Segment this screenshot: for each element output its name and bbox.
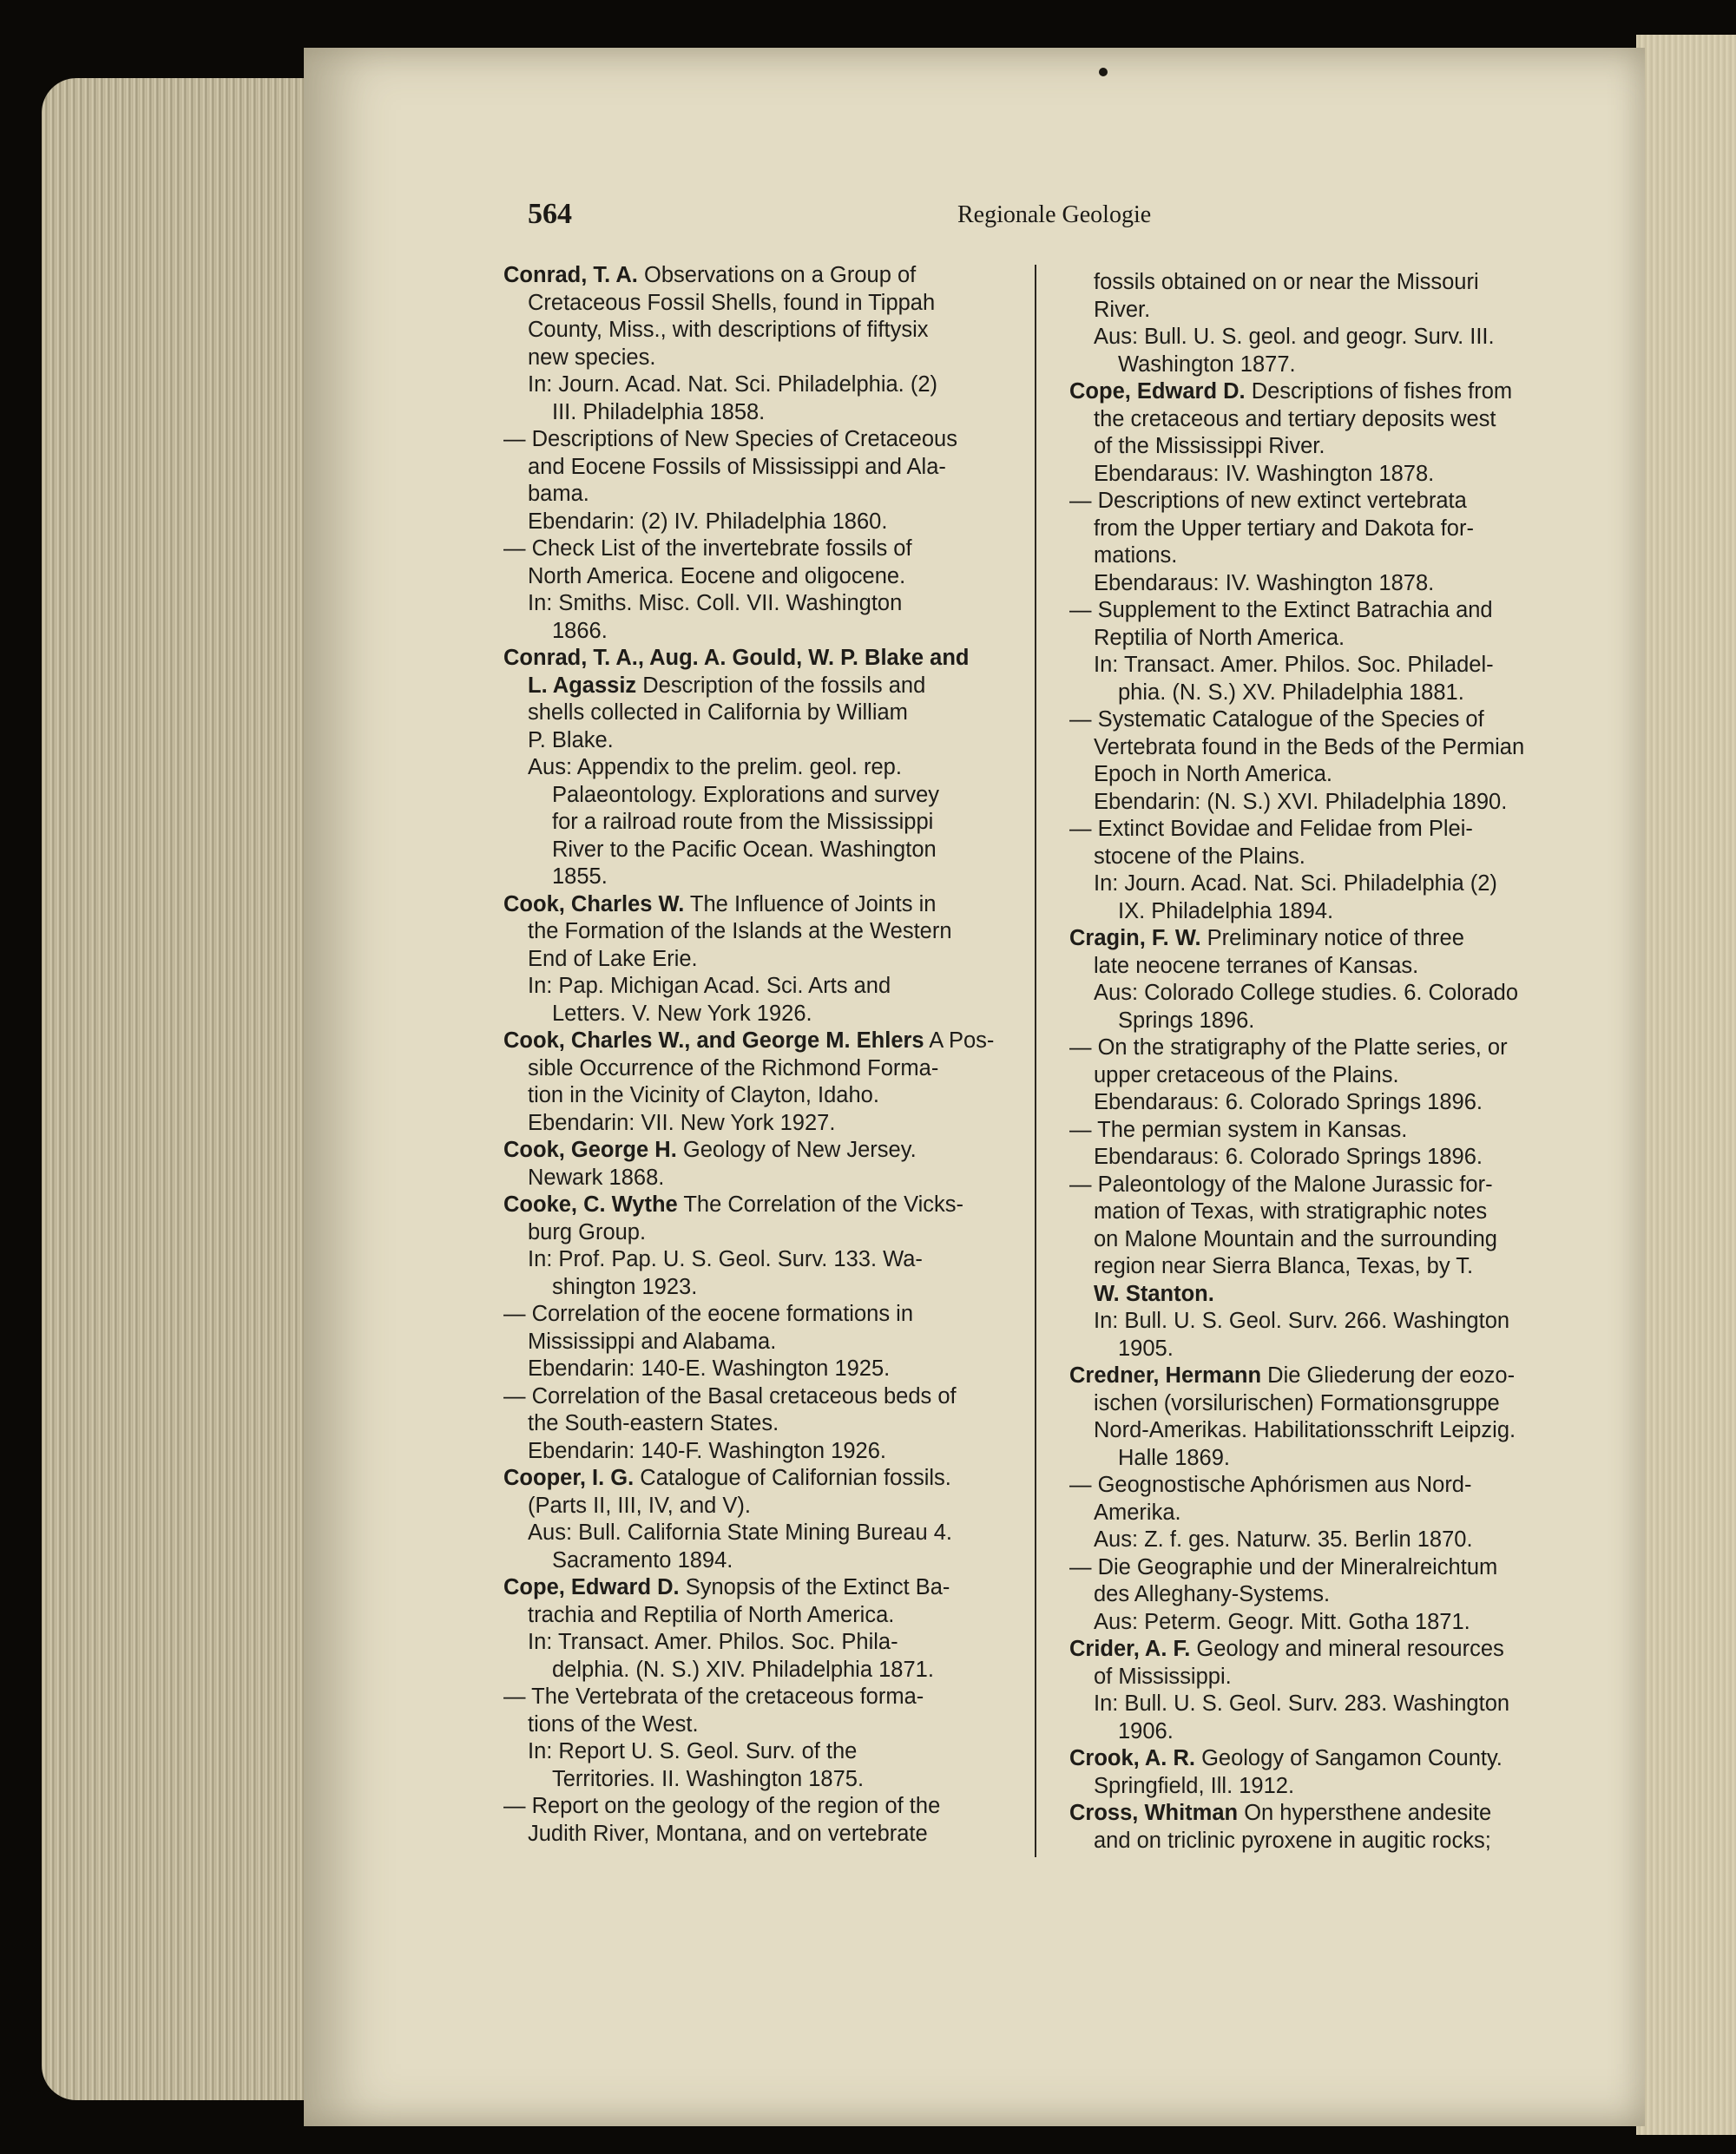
citation-text: Judith River, Montana, and on vertebrate <box>528 1821 928 1846</box>
citation-text: Ebendarin: (N. S.) XVI. Philadelphia 1890. <box>1094 789 1508 814</box>
citation-text: late neocene terranes of Kansas. <box>1094 953 1419 978</box>
bibliography-line <box>503 317 1024 345</box>
bibliography-line <box>1069 1664 1583 1691</box>
left-column <box>503 262 1024 1848</box>
citation-text: des Alleghany-Systems. <box>1094 1582 1331 1606</box>
bibliography-line <box>503 1438 1024 1466</box>
citation-text: The Correlation of the Vicks- <box>677 1192 964 1217</box>
citation-text: Aus: Z. f. ges. Naturw. 35. Berlin 1870. <box>1094 1527 1473 1552</box>
bibliography-line <box>503 563 1024 591</box>
page-spot <box>1099 68 1108 76</box>
citation-text: Palaeontology. Explorations and survey <box>552 782 940 807</box>
citation-text: Sacramento 1894. <box>552 1547 733 1573</box>
bibliography-line <box>1069 1363 1583 1390</box>
bibliography-line <box>503 1356 1024 1383</box>
bibliography-line <box>1069 488 1583 516</box>
author-name: Cook, Charles W., and George M. Ehlers <box>503 1028 924 1053</box>
author-name: Cook, Charles W. <box>503 891 685 916</box>
citation-text: Washington 1877. <box>1118 351 1296 377</box>
citation-text: Synopsis of the Extinct Ba- <box>679 1575 950 1599</box>
bibliography-line <box>503 1082 1024 1110</box>
bibliography-line <box>1069 269 1583 297</box>
bibliography-line <box>1069 542 1583 570</box>
citation-text: In: Prof. Pap. U. S. Geol. Surv. 133. Wa- <box>528 1247 923 1271</box>
bibliography-line <box>503 1793 1024 1821</box>
citation-text: on Malone Mountain and the surrounding <box>1094 1226 1497 1251</box>
bibliography-line <box>503 1192 1024 1219</box>
citation-text: River. <box>1094 297 1151 322</box>
bibliography-line <box>503 782 1024 810</box>
citation-text: Ebendaraus: 6. Colorado Springs 1896. <box>1094 1145 1483 1169</box>
bibliography-line <box>503 1110 1024 1138</box>
bibliography-line <box>503 699 1024 727</box>
bibliography-line <box>503 1246 1024 1274</box>
bibliography-line <box>1069 1718 1583 1746</box>
citation-text: upper cretaceous of the Plains. <box>1094 1062 1399 1087</box>
citation-text: — Die Geographie und der Mineralreichtum <box>1069 1554 1498 1579</box>
citation-text: River to the Pacific Ocean. Washington <box>552 837 937 862</box>
author-name: L. Agassiz <box>528 673 637 698</box>
citation-text: A Pos- <box>924 1028 995 1053</box>
bibliography-line <box>1069 1034 1583 1062</box>
bibliography-line <box>1069 1089 1583 1117</box>
bibliography-line <box>1069 1281 1583 1309</box>
citation-text: IX. Philadelphia 1894. <box>1118 898 1334 923</box>
bibliography-line <box>1069 1445 1583 1473</box>
bibliography-line <box>503 262 1024 290</box>
citation-text: the Formation of the Islands at the Western <box>528 919 952 943</box>
bibliography-line <box>503 535 1024 563</box>
bibliography-line <box>1069 1308 1583 1336</box>
bibliography-line <box>503 290 1024 318</box>
citation-text: Ebendaraus: IV. Washington 1878. <box>1094 461 1435 486</box>
bibliography-line <box>503 946 1024 974</box>
bibliography-line <box>503 645 1024 673</box>
bibliography-line <box>503 454 1024 482</box>
bibliography-line <box>503 1493 1024 1520</box>
citation-text: In: Transact. Amer. Philos. Soc. Phila- <box>528 1630 898 1654</box>
bibliography-line <box>503 1329 1024 1356</box>
bibliography-line <box>503 1657 1024 1684</box>
citation-text: for a railroad route from the Mississippi <box>552 810 934 834</box>
bibliography-line <box>503 1001 1024 1028</box>
bibliography-line <box>503 1738 1024 1766</box>
citation-text: Vertebrata found in the Beds of the Permian <box>1094 734 1525 759</box>
citation-text: delphia. (N. S.) XIV. Philadelphia 1871. <box>552 1657 934 1682</box>
bibliography-line <box>1069 1691 1583 1718</box>
bibliography-line <box>503 1602 1024 1630</box>
citation-text: Cretaceous Fossil Shells, found in Tippah <box>528 290 936 315</box>
citation-text: 1905. <box>1118 1336 1174 1361</box>
citation-text: of the Mississippi River. <box>1094 434 1325 458</box>
citation-text: Springs 1896. <box>1118 1008 1255 1033</box>
bibliography-line <box>1069 1581 1583 1609</box>
bibliography-line <box>503 1028 1024 1055</box>
citation-text: Aus: Appendix to the prelim. geol. rep. <box>528 755 902 779</box>
bibliography-line <box>503 1547 1024 1575</box>
author-name: W. Stanton. <box>1094 1281 1214 1306</box>
bibliography-line <box>503 399 1024 427</box>
citation-text: — The permian system in Kansas. <box>1069 1117 1408 1142</box>
bibliography-line <box>1069 1253 1583 1281</box>
citation-text: phia. (N. S.) XV. Philadelphia 1881. <box>1118 680 1464 705</box>
citation-text: Newark 1868. <box>528 1165 665 1190</box>
citation-text: The Influence of Joints in <box>684 891 937 916</box>
citation-text: In: Bull. U. S. Geol. Surv. 283. Washington <box>1094 1691 1510 1716</box>
citation-text: In: Journ. Acad. Nat. Sci. Philadelphia (2) <box>1094 871 1497 896</box>
bibliography-line <box>503 673 1024 700</box>
citation-text: Ebendarin: (2) IV. Philadelphia 1860. <box>528 509 888 534</box>
citation-text: III. Philadelphia 1858. <box>552 399 766 424</box>
bibliography-line <box>1069 844 1583 871</box>
author-name: Cross, Whitman <box>1069 1801 1239 1825</box>
page-number: 564 <box>528 198 572 230</box>
citation-text: P. Blake. <box>528 727 614 752</box>
citation-text: End of Lake Erie. <box>528 946 698 971</box>
bibliography-line <box>1069 1336 1583 1363</box>
bibliography-line <box>503 727 1024 755</box>
bibliography-line <box>1069 351 1583 379</box>
citation-text: from the Upper tertiary and Dakota for- <box>1094 516 1474 541</box>
citation-text: County, Miss., with descriptions of fiftysix <box>528 318 929 342</box>
citation-text: Aus: Bull. California State Mining Bureau 4. <box>528 1520 953 1545</box>
citation-text: In: Pap. Michigan Acad. Sci. Arts and <box>528 974 891 998</box>
bibliography-line <box>1069 1198 1583 1226</box>
bibliography-line <box>1069 516 1583 543</box>
citation-text: Geology of New Jersey. <box>676 1138 917 1162</box>
bibliography-line <box>1069 1636 1583 1664</box>
bibliography-line <box>503 754 1024 782</box>
bibliography-line <box>1069 570 1583 598</box>
bibliography-line <box>503 426 1024 454</box>
citation-text: Catalogue of Californian fossils. <box>634 1466 951 1490</box>
author-name: Conrad, T. A. <box>503 263 638 287</box>
citation-text: Geology of Sangamon County. <box>1194 1746 1503 1770</box>
bibliography-line <box>1069 980 1583 1008</box>
citation-text: and on triclinic pyroxene in augitic rocks; <box>1094 1828 1491 1853</box>
bibliography-line <box>1069 652 1583 680</box>
citation-text: bama. <box>528 482 589 506</box>
bibliography-line <box>503 1766 1024 1794</box>
bibliography-line <box>503 1301 1024 1329</box>
running-title: Regionale Geologie <box>957 201 1152 228</box>
bibliography-line <box>1069 1417 1583 1445</box>
bibliography-line <box>1069 1062 1583 1090</box>
bibliography-line <box>503 1520 1024 1547</box>
citation-text: the South-eastern States. <box>528 1411 779 1435</box>
bibliography-line <box>503 1219 1024 1247</box>
citation-text: — Paleontology of the Malone Jurassic for- <box>1069 1172 1493 1197</box>
bibliography-line <box>1069 297 1583 325</box>
citation-text: ischen (vorsilurischen) Formationsgruppe <box>1094 1390 1500 1415</box>
bibliography-line <box>503 809 1024 837</box>
bibliography-line <box>503 590 1024 618</box>
citation-text: Aus: Peterm. Geogr. Mitt. Gotha 1871. <box>1094 1609 1470 1634</box>
citation-text: Ebendarin: 140-E. Washington 1925. <box>528 1356 891 1381</box>
bibliography-line <box>1069 816 1583 844</box>
citation-text: Halle 1869. <box>1118 1445 1231 1470</box>
citation-text: Die Gliederung der eozo- <box>1261 1363 1516 1388</box>
citation-text: shells collected in California by William <box>528 700 908 725</box>
bibliography-line <box>1069 1609 1583 1637</box>
citation-text: — Descriptions of new extinct vertebrata <box>1069 489 1467 513</box>
bibliography-line <box>503 371 1024 399</box>
bibliography-line <box>1069 1008 1583 1035</box>
citation-text: — Extinct Bovidae and Felidae from Plei- <box>1069 817 1473 841</box>
page-header <box>528 198 1170 241</box>
bibliography-line <box>503 1821 1024 1849</box>
citation-text: North America. Eocene and oligocene. <box>528 563 906 588</box>
bibliography-line <box>503 345 1024 372</box>
bibliography-line <box>1069 1828 1583 1855</box>
bibliography-line <box>1069 1500 1583 1527</box>
bibliography-line <box>1069 761 1583 789</box>
citation-text: Territories. II. Washington 1875. <box>552 1766 865 1791</box>
bibliography-line <box>503 864 1024 891</box>
author-name: Credner, Hermann <box>1069 1363 1262 1388</box>
bibliography-line <box>503 837 1024 864</box>
citation-text: In: Journ. Acad. Nat. Sci. Philadelphia. (2) <box>528 372 937 397</box>
bibliography-line <box>1069 1226 1583 1254</box>
citation-text: trachia and Reptilia of North America. <box>528 1602 895 1627</box>
citation-text: — Report on the geology of the region of the <box>503 1794 941 1818</box>
citation-text: Epoch in North America. <box>1094 762 1332 786</box>
author-name: Cragin, F. W. <box>1069 926 1201 950</box>
bibliography-line <box>503 891 1024 919</box>
citation-text: 1906. <box>1118 1718 1174 1744</box>
bibliography-line <box>503 1383 1024 1411</box>
bibliography-line <box>503 1165 1024 1192</box>
citation-text: Reptilia of North America. <box>1094 625 1345 650</box>
citation-text: and Eocene Fossils of Mississippi and Ala- <box>528 454 946 479</box>
citation-text: 1866. <box>552 618 608 643</box>
bibliography-line <box>1069 1554 1583 1582</box>
citation-text: — Descriptions of New Species of Cretaceous <box>503 427 957 451</box>
citation-text: — Correlation of the eocene formations in <box>503 1302 913 1326</box>
citation-text: Geology and mineral resources <box>1190 1637 1504 1661</box>
author-name: Cooke, C. Wythe <box>503 1192 678 1217</box>
citation-text: In: Smiths. Misc. Coll. VII. Washington <box>528 591 903 615</box>
column-divider <box>1035 265 1036 1857</box>
citation-text: — Supplement to the Extinct Batrachia and <box>1069 598 1493 622</box>
author-name: Cook, George H. <box>503 1138 677 1162</box>
citation-text: Mississippi and Alabama. <box>528 1329 777 1354</box>
citation-text: Nord-Amerikas. Habilitationsschrift Leipzig. <box>1094 1418 1516 1442</box>
bibliography-line <box>1069 433 1583 461</box>
bibliography-line <box>1069 925 1583 953</box>
bibliography-line <box>1069 1745 1583 1773</box>
citation-text: — The Vertebrata of the cretaceous forma- <box>503 1684 924 1709</box>
bibliography-line <box>503 1410 1024 1438</box>
author-name: Cooper, I. G. <box>503 1466 635 1490</box>
citation-text: mation of Texas, with stratigraphic notes <box>1094 1199 1488 1224</box>
citation-text: new species. <box>528 345 656 370</box>
author-name: Conrad, T. A., Aug. A. Gould, W. P. Blake and <box>503 646 970 670</box>
bibliography-line <box>1069 1117 1583 1145</box>
book-page-edges-left <box>42 78 311 2100</box>
bibliography-line <box>1069 1773 1583 1801</box>
bibliography-line <box>1069 953 1583 981</box>
citation-text: — Geognostische Aphórismen aus Nord- <box>1069 1473 1472 1497</box>
citation-text: In: Transact. Amer. Philos. Soc. Philadel- <box>1094 653 1494 677</box>
bibliography-line <box>503 1274 1024 1302</box>
bibliography-line <box>503 1629 1024 1657</box>
book-page-edges-right <box>1636 35 1736 2135</box>
citation-text: Preliminary notice of three <box>1200 926 1464 950</box>
citation-text: — On the stratigraphy of the Platte series, or <box>1069 1035 1508 1060</box>
bibliography-line <box>1069 680 1583 707</box>
citation-text: Ebendarin: VII. New York 1927. <box>528 1110 836 1135</box>
bibliography-line <box>1069 406 1583 434</box>
bibliography-line <box>503 1465 1024 1493</box>
bibliography-line <box>1069 734 1583 762</box>
bibliography-line <box>1069 870 1583 898</box>
citation-text: tions of the West. <box>528 1711 699 1737</box>
citation-text: Descriptions of fishes from <box>1245 379 1513 404</box>
bibliography-line <box>1069 597 1583 625</box>
bibliography-line <box>1069 378 1583 406</box>
author-name: Crider, A. F. <box>1069 1637 1191 1661</box>
bibliography-line <box>503 509 1024 536</box>
bibliography-line <box>1069 706 1583 734</box>
citation-text: Aus: Colorado College studies. 6. Colorado <box>1094 981 1519 1005</box>
citation-text: (Parts II, III, IV, and V). <box>528 1493 751 1518</box>
citation-text: the cretaceous and tertiary deposits west <box>1094 406 1496 431</box>
bibliography-line <box>1069 461 1583 489</box>
citation-text: Amerika. <box>1094 1500 1181 1525</box>
citation-text: In: Bull. U. S. Geol. Surv. 266. Washington <box>1094 1309 1510 1333</box>
author-name: Cope, Edward D. <box>1069 379 1246 404</box>
citation-text: Ebendarin: 140-F. Washington 1926. <box>528 1438 886 1463</box>
bibliography-line <box>503 1137 1024 1165</box>
citation-text: Springfield, Ill. 1912. <box>1094 1773 1295 1798</box>
citation-text: fossils obtained on or near the Missouri <box>1094 270 1479 294</box>
bibliography-line <box>1069 1472 1583 1500</box>
citation-text: Description of the fossils and <box>636 673 926 698</box>
bibliography-line <box>1069 1527 1583 1554</box>
citation-text: sible Occurrence of the Richmond Forma- <box>528 1055 939 1080</box>
bibliography-line <box>503 1684 1024 1711</box>
bibliography-line <box>503 973 1024 1001</box>
bibliography-line <box>1069 1172 1583 1199</box>
bibliography-line <box>503 618 1024 646</box>
citation-text: 1855. <box>552 864 608 889</box>
author-name: Cope, Edward D. <box>503 1575 680 1599</box>
citation-text: — Correlation of the Basal cretaceous beds of <box>503 1383 957 1409</box>
author-name: Crook, A. R. <box>1069 1746 1195 1770</box>
bibliography-line <box>1069 1144 1583 1172</box>
bibliography-line <box>503 1574 1024 1602</box>
citation-text: region near Sierra Blanca, Texas, by T. <box>1094 1254 1474 1278</box>
right-column <box>1069 269 1583 1855</box>
citation-text: Ebendaraus: 6. Colorado Springs 1896. <box>1094 1090 1483 1114</box>
citation-text: burg Group. <box>528 1219 647 1244</box>
citation-text: stocene of the Plains. <box>1094 844 1305 869</box>
citation-text: — Check List of the invertebrate fossils of <box>503 536 912 561</box>
citation-text: shington 1923. <box>552 1274 698 1299</box>
bibliography-line <box>503 1711 1024 1739</box>
citation-text: On hypersthene andesite <box>1238 1801 1492 1825</box>
bibliography-line <box>1069 1800 1583 1828</box>
bibliography-line <box>1069 789 1583 817</box>
bibliography-line <box>1069 625 1583 653</box>
citation-text: Ebendaraus: IV. Washington 1878. <box>1094 570 1435 595</box>
citation-text: Letters. V. New York 1926. <box>552 1001 812 1026</box>
bibliography-line <box>1069 324 1583 351</box>
citation-text: In: Report U. S. Geol. Surv. of the <box>528 1739 858 1763</box>
citation-text: mations. <box>1094 543 1178 568</box>
bibliography-line <box>1069 1390 1583 1418</box>
citation-text: Aus: Bull. U. S. geol. and geogr. Surv. III. <box>1094 325 1495 349</box>
bibliography-line <box>503 918 1024 946</box>
bibliography-line <box>503 1055 1024 1083</box>
citation-text: — Systematic Catalogue of the Species of <box>1069 707 1484 732</box>
bibliography-line <box>1069 898 1583 926</box>
citation-text: of Mississippi. <box>1094 1664 1232 1689</box>
bibliography-line <box>503 481 1024 509</box>
citation-text: tion in the Vicinity of Clayton, Idaho. <box>528 1083 879 1107</box>
citation-text: Observations on a Group of <box>637 263 917 287</box>
